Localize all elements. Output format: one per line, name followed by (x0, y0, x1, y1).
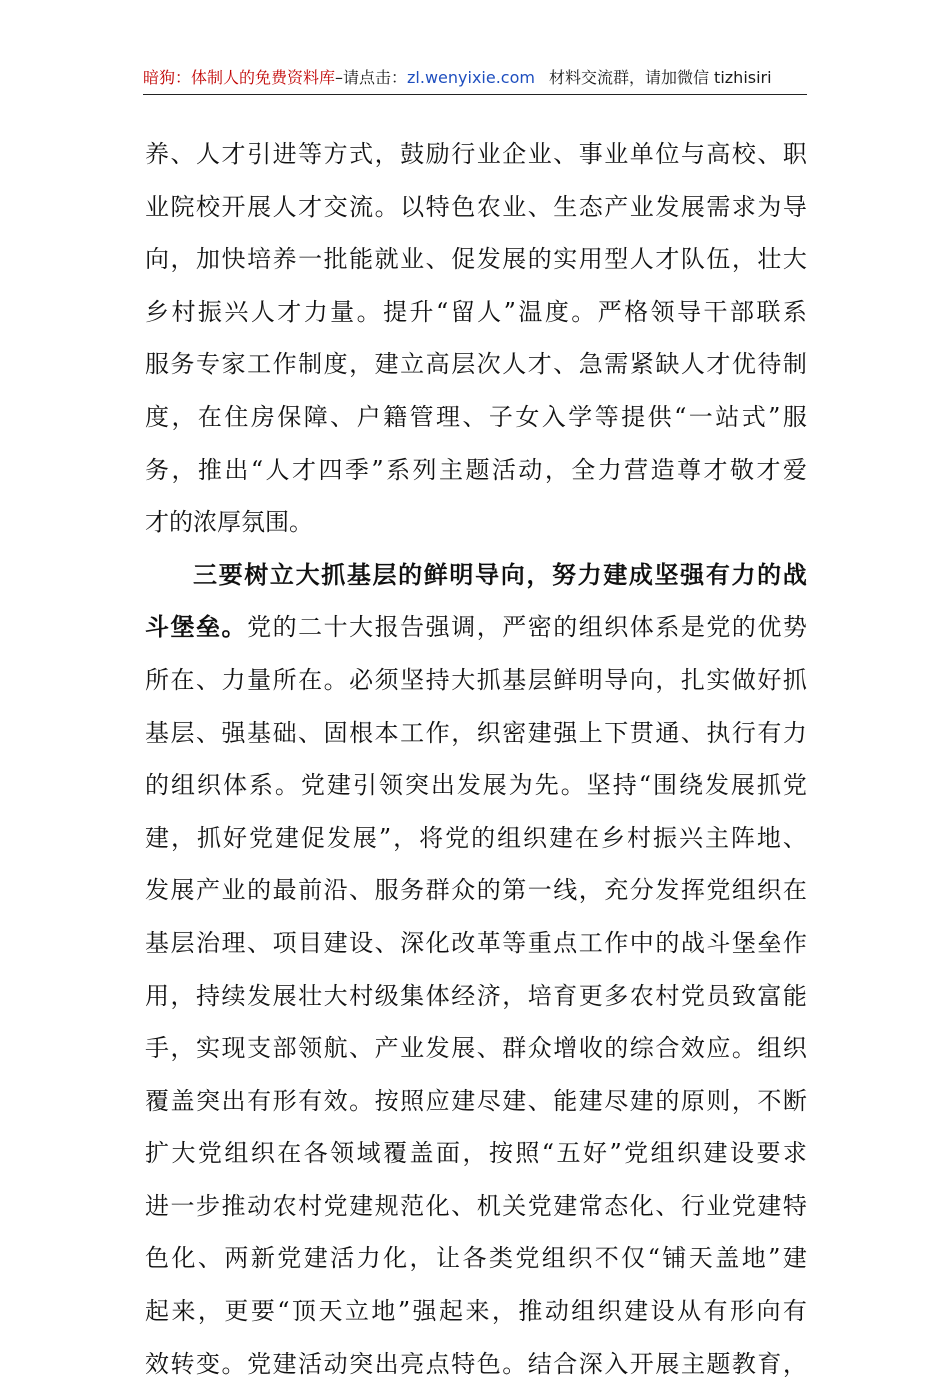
page-header (143, 64, 807, 95)
paragraph-line: 度 ， 在 住 房 保 障 、 户 籍 管 理 、 子 女 入 学 等 提 供 “ 一 站 式 ” 服 (145, 402, 807, 431)
document-body (145, 128, 807, 1390)
paragraph-line: 务 ， 推 出 “ 人 才 四 季 ” 系 列 主 题 活 动 ， 全 力 营 造 尊 才 敬 才 爱 (145, 455, 807, 484)
paragraph-line: 向 ， 加 快 培 养 一 批 能 就 业 、 促 发 展 的 实 用 型 人 才 队 伍 ， 壮 大 (145, 245, 807, 274)
paragraph-line: 手 ， 实 现 支 部 领 航 、 产 业 发 展 、 群 众 增 收 的 综 合 效 应 。 组 织 (145, 1034, 807, 1063)
paragraph-line: 所 在 、 力 量 所 在 。 必 须 坚 持 大 抓 基 层 鲜 明 导 向 ， 扎 实 做 好 抓 (145, 665, 807, 694)
paragraph-line: 斗 堡 垒 。 党 的 二 十 大 报 告 强 调 ， 严 密 的 组 织 体 系 是 党 的 优 势 (145, 613, 807, 642)
paragraph-line: 发 展 产 业 的 最 前 沿 、 服 务 群 众 的 第 一 线 ， 充 分 发 挥 党 组 织 在 (145, 876, 807, 905)
paragraph-line: 用 ， 持 续 发 展 壮 大 村 级 集 体 经 济 ， 培 育 更 多 农 村 党 员 致 富 能 (145, 981, 807, 1010)
group-note: 材料交流群，请加微信 tizhisiri (548, 68, 772, 87)
click-prefix: –请点击： (335, 68, 408, 87)
paragraph-line: 覆 盖 突 出 有 形 有 效 。 按 照 应 建 尽 建 、 能 建 尽 建 的 原 则 ， 不 断 (145, 1086, 807, 1115)
paragraph-line: 乡 村 振 兴 人 才 力 量 。 提 升 “ 留 人 ” 温 度 。 严 格 领 导 干 部 联 系 (145, 297, 807, 326)
paragraph-line: 服 务 专 家 工 作 制 度 ， 建 立 高 层 次 人 才 、 急 需 紧 缺 人 才 优 待 制 (145, 350, 807, 379)
paragraph-line: 基 层 治 理 、 项 目 建 设 、 深 化 改 革 等 重 点 工 作 中 的 战 斗 堡 垒 作 (145, 928, 807, 957)
paragraph-line: 业 院 校 开 展 人 才 交 流 。 以 特 色 农 业 、 生 态 产 业 发 展 需 求 为 导 (145, 192, 807, 221)
paragraph-line: 三 要 树 立 大 抓 基 层 的 鲜 明 导 向 ， 努 力 建 成 坚 强 有 力 的 战 (193, 560, 807, 589)
paragraph-line: 色 化 、 两 新 党 建 活 力 化 ， 让 各 类 党 组 织 不 仅 “ 铺 天 盖 地 ” 建 (145, 1244, 807, 1273)
paragraph-line: 建 ， 抓 好 党 建 促 发 展 ” ， 将 党 的 组 织 建 在 乡 村 振 兴 主 阵 地 、 (145, 823, 807, 852)
paragraph-line: 起 来 ， 更 要 “ 顶 天 立 地 ” 强 起 来 ， 推 动 组 织 建 设 从 有 形 向 有 (145, 1297, 807, 1326)
paragraph-line: 基 层 、 强 基 础 、 固 根 本 工 作 ， 织 密 建 强 上 下 贯 通 、 执 行 有 力 (145, 718, 807, 747)
paragraph-line: 扩 大 党 组 织 在 各 领 域 覆 盖 面 ， 按 照 “ 五 好 ” 党 组 织 建 设 要 求 (145, 1139, 807, 1168)
paragraph-line: 效 转 变 。 党 建 活 动 突 出 亮 点 特 色 。 结 合 深 入 开 展 主 题 教 育 ， (145, 1349, 807, 1378)
paragraph-line: 进 一 步 推 动 农 村 党 建 规 范 化 、 机 关 党 建 常 态 化 、 行 业 党 建 特 (145, 1191, 807, 1220)
paragraph-line: 养 、 人 才 引 进 等 方 式 ， 鼓 励 行 业 企 业 、 事 业 单 位 与 高 校 、 职 (145, 140, 807, 168)
paragraph-line: 的 组 织 体 系 。 党 建 引 领 突 出 发 展 为 先 。 坚 持 “ 围 绕 发 展 抓 党 (145, 771, 807, 800)
site-url-link[interactable]: zl.wenyixie.com (407, 68, 535, 87)
paragraph-line: 才的浓厚氛围。 (145, 508, 313, 537)
site-name: 暗狗：体制人的免费资料库 (143, 68, 336, 87)
